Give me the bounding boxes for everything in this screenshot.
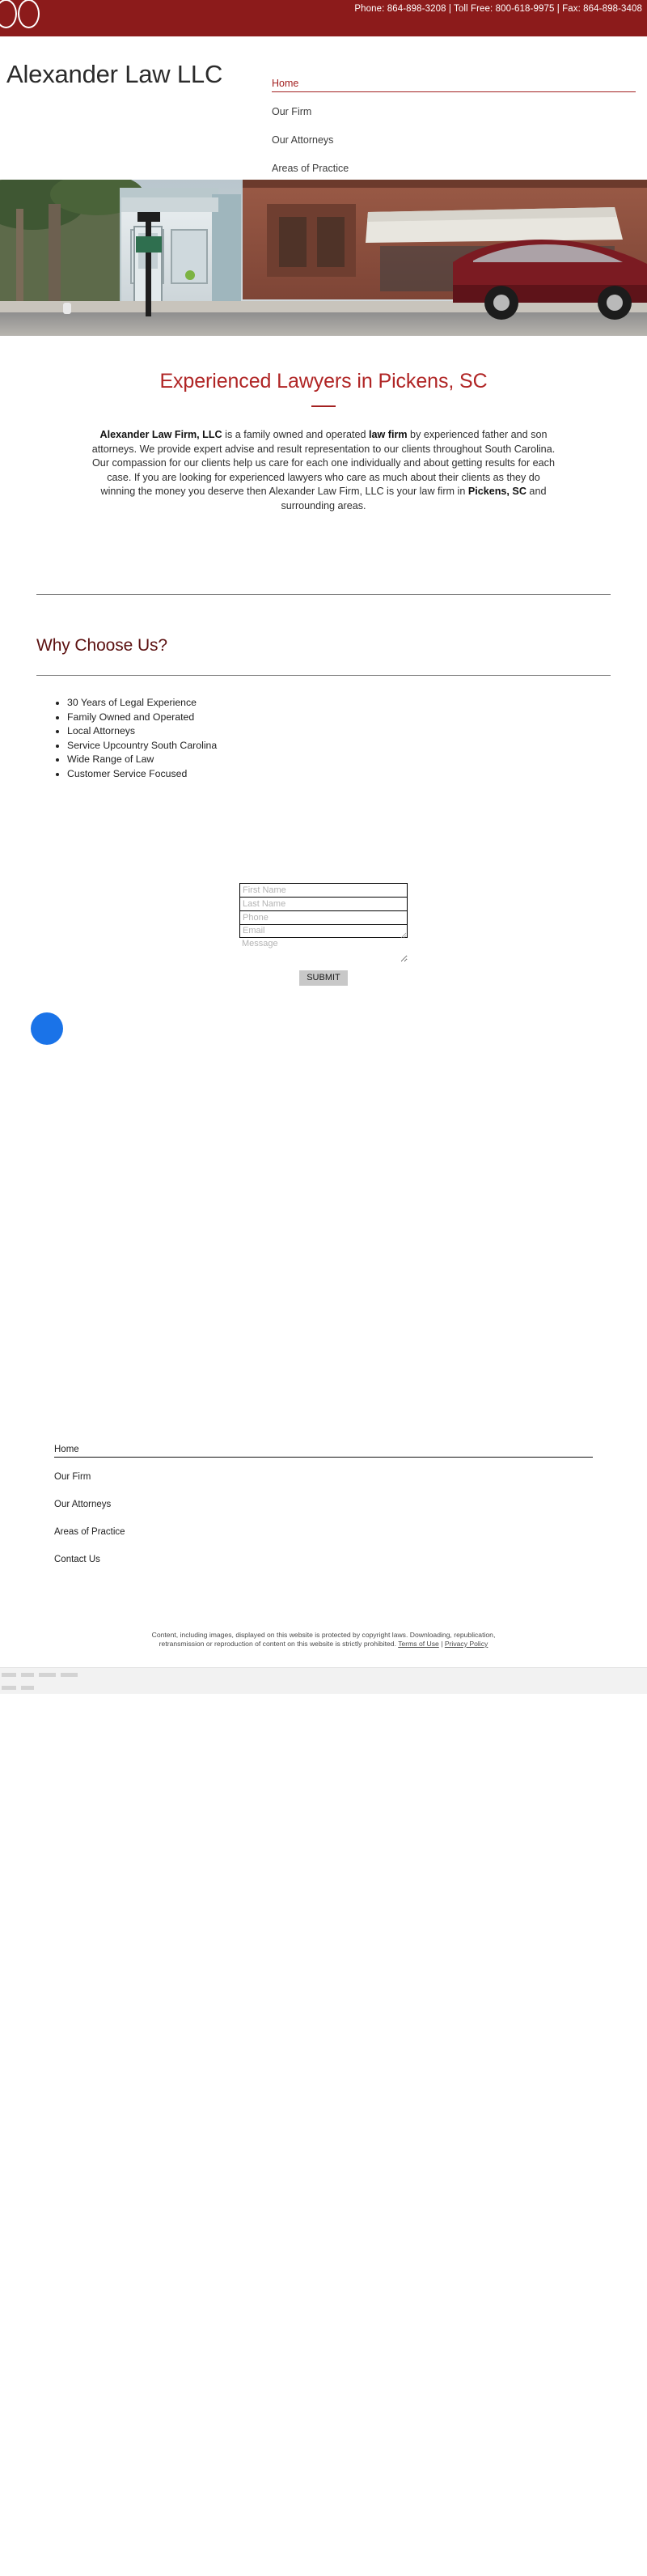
logo-ring-right (18, 0, 40, 28)
hero-photo-illustration (0, 180, 647, 336)
lower-spacer (0, 1071, 647, 1443)
list-item: • 30 Years of Legal Experience (67, 696, 611, 711)
title-divider (311, 405, 336, 407)
intro-section (0, 336, 647, 513)
nav-item-home[interactable]: Home (272, 75, 636, 92)
bottom-status-strip (0, 1667, 647, 1694)
nav-item-our-firm[interactable]: Our Firm (272, 106, 312, 117)
intro-paragraph (89, 428, 558, 513)
copyright-block (150, 1631, 497, 1649)
message-textarea[interactable] (239, 938, 408, 962)
bottom-spacer (0, 1649, 647, 1667)
why-choose-us-section (36, 595, 611, 782)
intro-location-bold: Pickens, SC (467, 486, 526, 497)
strip-block-2 (21, 1673, 34, 1677)
intro-text-3: and surrounding areas. (281, 486, 547, 511)
footer-nav-item-our-firm[interactable]: Our Firm (54, 1471, 91, 1482)
brand-title: Alexander Law LLC (6, 60, 223, 88)
list-item: • Local Attorneys (67, 724, 611, 739)
footer-spacer (0, 1581, 647, 1631)
strip-block-1 (2, 1673, 16, 1677)
strip-block-4 (61, 1673, 78, 1677)
chat-bubble-icon[interactable] (31, 1012, 63, 1045)
resize-handle-icon[interactable] (400, 932, 407, 939)
why-choose-us-list (36, 696, 611, 782)
list-item: • Customer Service Focused (67, 767, 611, 782)
footer-nav-item-home[interactable]: Home (54, 1443, 593, 1458)
why-spacer (0, 782, 647, 867)
contact-form-section (0, 867, 647, 986)
intro-text-2: by experienced father and son attorneys. We provide expert advise and result representation to our clients throughout South Carolina. Our compassion for our clients help us care for each one individually and about getting results for each case. If you are looking for experienced lawyers who care as much about their clients as they do winning the money you deserve then Alexander Law Firm, LLC is your law firm in (91, 429, 556, 497)
intro-text-1: is a family owned and operated (222, 429, 369, 440)
list-item: • Wide Range of Law (67, 753, 611, 767)
strip-block-6 (21, 1686, 34, 1690)
footer-nav-item-our-attorneys[interactable]: Our Attorneys (54, 1499, 112, 1509)
double-ring-logo-icon[interactable] (0, 0, 47, 32)
footer-navigation (54, 1443, 593, 1581)
last-name-input[interactable] (239, 897, 408, 910)
top-contact-bar (0, 0, 647, 36)
intro-law-firm-bold: law firm (368, 429, 408, 440)
submit-button[interactable]: SUBMIT (299, 970, 348, 986)
intro-firm-name: Alexander Law Firm, LLC (99, 429, 222, 440)
strip-block-5 (2, 1686, 16, 1690)
chat-widget-zone (0, 986, 647, 1071)
email-field[interactable] (239, 924, 408, 938)
nav-item-our-attorneys[interactable]: Our Attorneys (272, 134, 334, 146)
nav-item-areas-of-practice[interactable]: Areas of Practice (272, 163, 349, 174)
terms-of-use-link[interactable]: Terms of Use (398, 1640, 439, 1649)
privacy-policy-link[interactable]: Privacy Policy (444, 1640, 488, 1649)
link-separator: | (438, 1640, 445, 1649)
submit-row (239, 970, 408, 986)
why-choose-us-heading: Why Choose Us? (36, 636, 167, 655)
page-title: Experienced Lawyers in Pickens, SC (159, 370, 488, 393)
list-item: • Service Upcountry South Carolina (67, 739, 611, 753)
footer-nav-item-contact-us[interactable]: Contact Us (54, 1554, 100, 1564)
list-item: • Family Owned and Operated (67, 711, 611, 725)
intro-spacer (0, 513, 647, 594)
why-choose-us-divider (36, 675, 611, 676)
site-header (0, 36, 647, 180)
phone-input[interactable] (239, 910, 408, 924)
first-name-input[interactable] (239, 883, 408, 897)
strip-block-3 (39, 1673, 56, 1677)
footer-nav-item-areas-of-practice[interactable]: Areas of Practice (54, 1526, 125, 1537)
contact-info-text: Phone: 864-898-3208 | Toll Free: 800-618-9975 | Fax: 864-898-3408 (354, 4, 642, 14)
copyright-text: Content, including images, displayed on this website is protected by copyright laws. Downloading, republication, retransmission or reproduction of content on this website is strictly prohibited. (151, 1630, 496, 1649)
hero-image (0, 180, 647, 336)
contact-form (239, 883, 408, 962)
logo-ring-left (0, 0, 17, 28)
